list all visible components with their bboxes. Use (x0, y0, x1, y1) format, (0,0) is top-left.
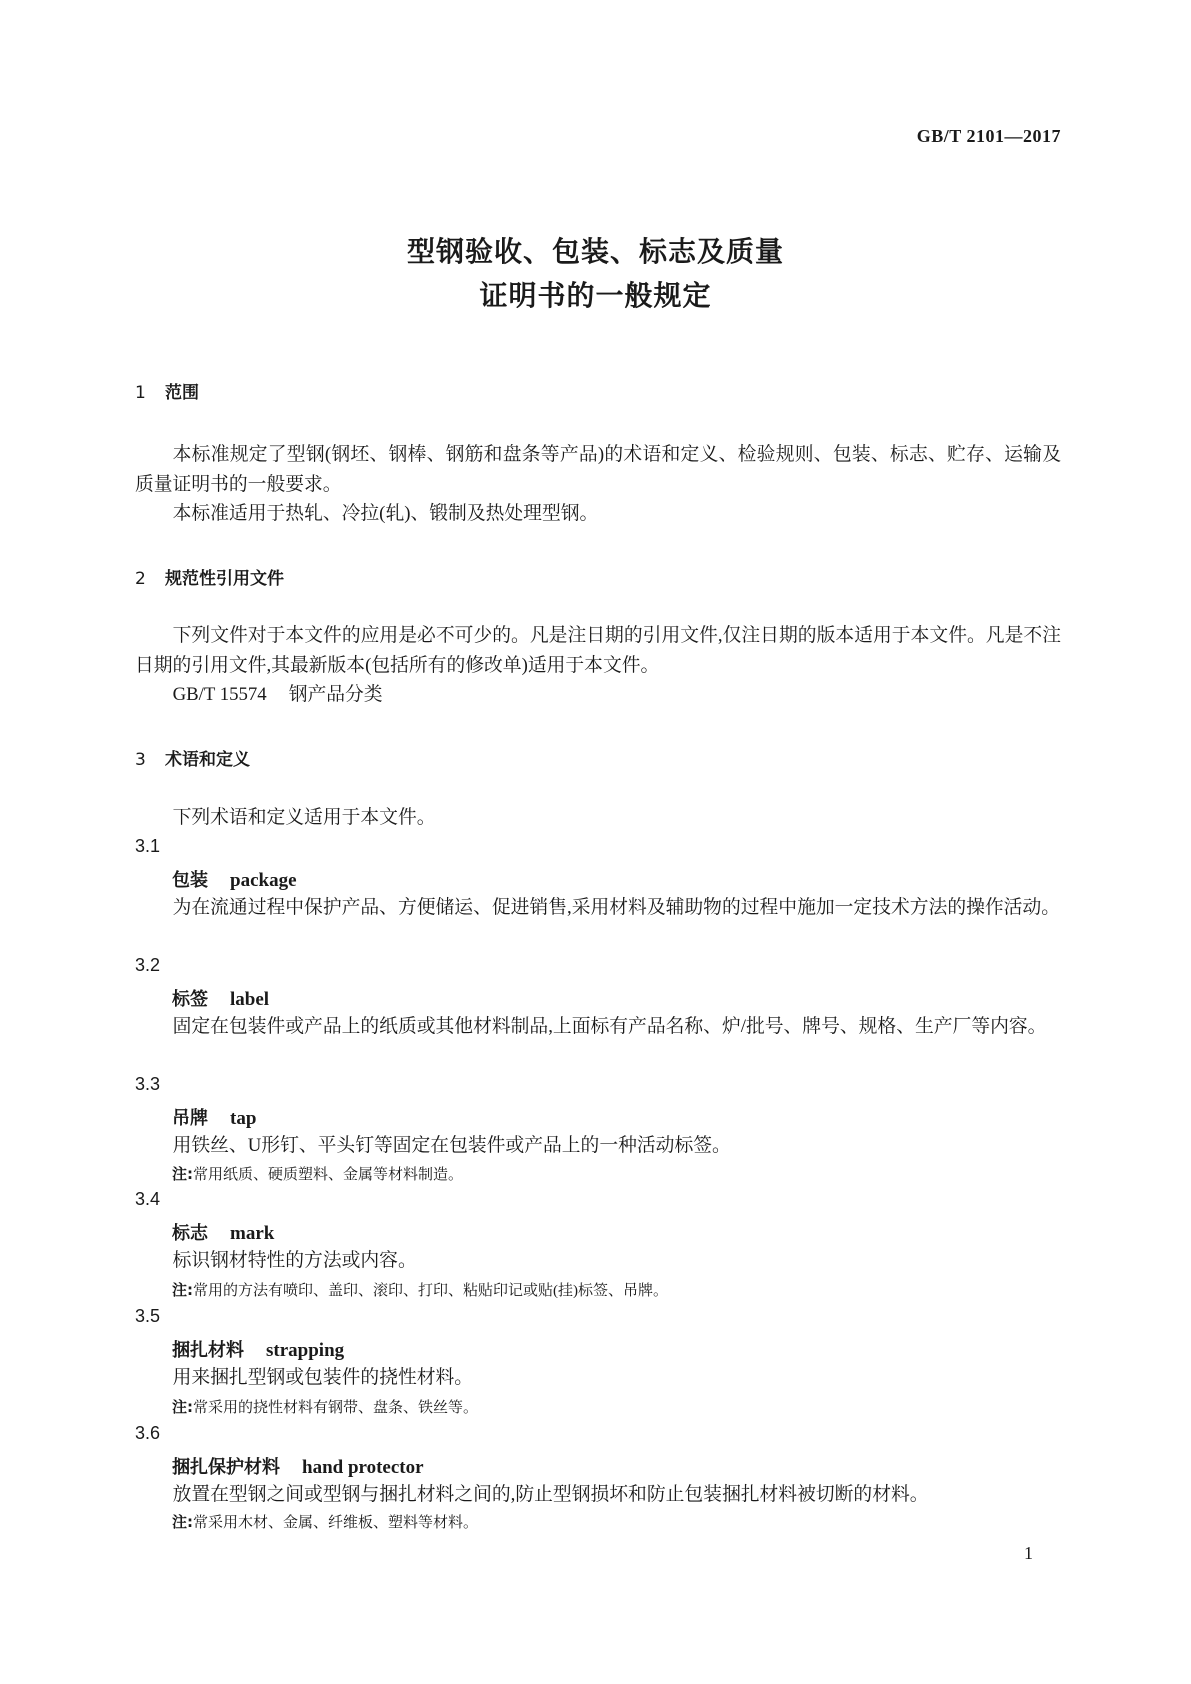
reference-name: 钢产品分类 (288, 684, 383, 705)
term-heading (172, 1219, 274, 1245)
term-definition: 用来捆扎型钢或包装件的挠性材料。 (172, 1367, 474, 1388)
term-en: tap (230, 1108, 257, 1129)
term-zh: 吊牌 (172, 1108, 208, 1129)
section-number: 1 (135, 383, 146, 403)
term-heading (172, 985, 269, 1011)
clause-number: 3.4 (135, 1189, 161, 1209)
clause-number: 3.6 (135, 1423, 161, 1443)
term-zh: 包装 (172, 870, 208, 891)
note-label: 注: (172, 1398, 193, 1416)
section-heading-normative-references (135, 564, 284, 589)
section-title: 规范性引用文件 (165, 569, 284, 589)
note-text: 常用的方法有喷印、盖印、滚印、打印、粘贴印记或贴(挂)标签、吊牌。 (193, 1283, 668, 1299)
paragraph: 本标准适用于热轧、冷拉(轧)、锻制及热处理型钢。 (172, 503, 599, 524)
standard-number: GB/T 2101—2017 (916, 126, 1061, 146)
document-title-line2: 证明书的一般规定 (479, 279, 712, 312)
paragraph: 下列文件对于本文件的应用是必不可少的。凡是注日期的引用文件,仅注日期的版本适用于本文件。凡是不注日期的引用文件,其最新版本(包括所有的修改单)适用于本文件。 (135, 625, 1061, 676)
term-zh: 标志 (172, 1223, 208, 1244)
note-label: 注: (172, 1513, 193, 1531)
reference-item (135, 680, 1061, 710)
term-definition: 固定在包装件或产品上的纸质或其他材料制品,上面标有产品名称、炉/批号、牌号、规格、生产厂等内容。 (172, 1016, 1047, 1037)
term-en: strapping (266, 1340, 345, 1361)
note-label: 注: (172, 1281, 193, 1299)
note-text: 常采用木材、金属、纤维板、塑料等材料。 (193, 1515, 479, 1531)
term-definition: 标识钢材特性的方法或内容。 (172, 1250, 417, 1271)
term-en: package (230, 870, 297, 891)
reference-code: GB/T 15574 (172, 684, 267, 705)
term-heading (172, 1336, 344, 1362)
section-heading-scope (135, 378, 199, 403)
term-en: mark (230, 1223, 275, 1244)
term-zh: 捆扎材料 (172, 1340, 244, 1361)
term-en: hand protector (302, 1457, 424, 1478)
paragraph: 本标准规定了型钢(钢坯、钢棒、钢筋和盘条等产品)的术语和定义、检验规则、包装、标志、贮存、运输及质量证明书的一般要求。 (135, 444, 1061, 495)
term-definition: 放置在型钢之间或型钢与捆扎材料之间的,防止型钢损坏和防止包装捆扎材料被切断的材料。 (172, 1484, 929, 1505)
clause-number: 3.3 (135, 1074, 161, 1094)
paragraph: 下列术语和定义适用于本文件。 (172, 807, 436, 828)
section-number: 3 (135, 750, 146, 770)
clause-number: 3.5 (135, 1306, 161, 1326)
term-zh: 标签 (172, 989, 208, 1010)
document-title-line1: 型钢验收、包装、标志及质量 (406, 235, 784, 268)
term-zh: 捆扎保护材料 (172, 1457, 280, 1478)
note-text: 常用纸质、硬质塑料、金属等材料制造。 (193, 1167, 464, 1183)
term-note (172, 1163, 463, 1184)
note-text: 常采用的挠性材料有钢带、盘条、铁丝等。 (193, 1400, 479, 1416)
note-label: 注: (172, 1165, 193, 1183)
section-title: 术语和定义 (165, 750, 250, 770)
term-heading (172, 1453, 424, 1479)
section-title: 范围 (165, 383, 199, 403)
clause-number: 3.1 (135, 836, 161, 856)
term-definition: 为在流通过程中保护产品、方便储运、促进销售,采用材料及辅助物的过程中施加一定技术方法的操作活动。 (172, 897, 1061, 918)
clause-number: 3.2 (135, 955, 161, 975)
page-number: 1 (1024, 1543, 1033, 1563)
term-en: label (230, 989, 270, 1010)
term-note (172, 1279, 668, 1300)
section-number: 2 (135, 569, 146, 589)
term-definition: 用铁丝、U形钉、平头钉等固定在包装件或产品上的一种活动标签。 (172, 1135, 731, 1156)
term-note (172, 1396, 478, 1417)
section-heading-terms (135, 745, 250, 770)
term-heading (172, 866, 297, 892)
term-note (172, 1511, 478, 1532)
term-heading (172, 1104, 256, 1130)
